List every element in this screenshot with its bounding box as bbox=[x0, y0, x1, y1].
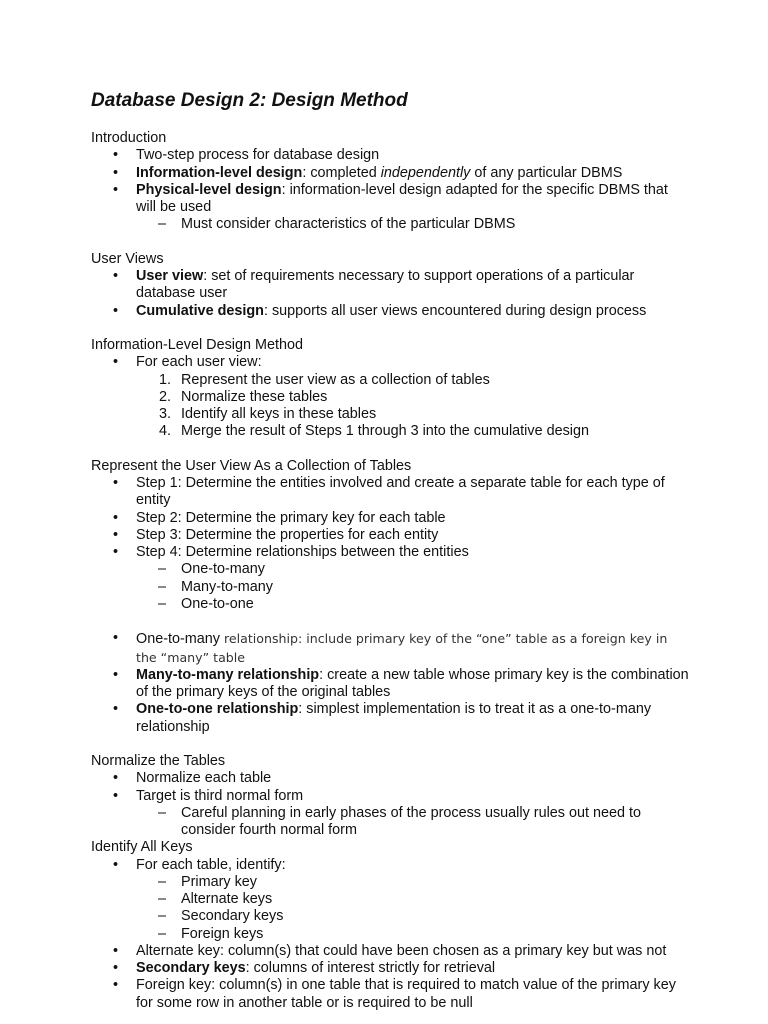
list-item: • Step 4: Determine relationships between the entities – One-to-many – Many-to-many – One-to-one bbox=[91, 544, 691, 613]
section-heading-identify-keys: Identify All Keys bbox=[91, 839, 193, 856]
list-item: • Two-step process for database design bbox=[91, 147, 691, 164]
list-item: • Information-level design: completed independently of any particular DBMS bbox=[91, 165, 691, 182]
sub-list bbox=[136, 216, 691, 233]
list-item: • Step 1: Determine the entities involved and create a separate table for each type of entity bbox=[91, 475, 691, 510]
list-item: • Step 3: Determine the properties for each entity bbox=[91, 527, 691, 544]
list-item: • Foreign key: column(s) in one table that is required to match value of the primary key for some row in another table or is required to be null bbox=[91, 977, 691, 1012]
list-item: • Cumulative design: supports all user views encountered during design process bbox=[91, 303, 691, 320]
normalize-list bbox=[91, 770, 691, 839]
sub-list bbox=[136, 874, 691, 943]
list-item: • Alternate key: column(s) that could have been chosen as a primary key but was not bbox=[91, 943, 691, 960]
step-item: 3. Identify all keys in these tables bbox=[159, 406, 377, 422]
info-method-list bbox=[91, 354, 691, 440]
list-item: • Many-to-many relationship: create a new table whose primary key is the combination of the primary keys of the original tables bbox=[91, 667, 691, 702]
document-title: Database Design 2: Design Method bbox=[91, 90, 408, 111]
list-item: • One-to-one relationship: simplest implementation is to treat it as a one-to-many relationship bbox=[91, 701, 691, 736]
step-item: 2. Normalize these tables bbox=[159, 388, 328, 405]
section-heading-represent-user-view: Represent the User View As a Collection of Tables bbox=[91, 457, 412, 474]
sub-list-item: – Many-to-many bbox=[136, 579, 691, 596]
step-item: 4. Merge the result of Steps 1 through 3 into the cumulative design bbox=[159, 423, 589, 440]
sub-list-item: – Secondary keys bbox=[136, 908, 691, 925]
sub-list-item: – Primary key bbox=[136, 874, 691, 891]
section-heading-introduction: Introduction bbox=[91, 130, 167, 146]
represent-list bbox=[91, 475, 691, 613]
list-item: • One-to-many relationship: include primary key of the “one” table as a foreign key in the “many” table bbox=[91, 630, 691, 667]
step-item: 1. Represent the user view as a collection of tables bbox=[159, 371, 490, 388]
user-views-list bbox=[91, 268, 691, 320]
sub-list-item: – One-to-many bbox=[136, 561, 691, 578]
section-heading-normalize: Normalize the Tables bbox=[91, 753, 226, 769]
introduction-list bbox=[91, 147, 691, 233]
sub-list-item: – Foreign keys bbox=[136, 926, 691, 943]
list-item: • Target is third normal form – Careful planning in early phases of the process usually rules out need to consider fourth normal form bbox=[91, 788, 691, 840]
sub-list bbox=[136, 561, 691, 613]
list-item: • For each table, identify: – Primary key – Alternate keys – Secondary keys – Foreign keys bbox=[91, 857, 691, 943]
list-item: • Step 2: Determine the primary key for each table bbox=[91, 510, 691, 527]
section-heading-user-views: User Views bbox=[91, 250, 164, 267]
sub-list-item: – One-to-one bbox=[136, 596, 691, 613]
list-item: • For each user view: 1. Represent the user view as a collection of tables 2. Normalize these tables 3. Identify all keys in these tables 4. Merge the result of Steps 1 through 3 into the cumulative design bbox=[91, 354, 691, 440]
sub-list bbox=[136, 805, 691, 840]
list-item: • User view: set of requirements necessary to support operations of a particular database user bbox=[91, 268, 691, 303]
document-body bbox=[91, 130, 691, 1012]
sub-list-item: – Must consider characteristics of the particular DBMS bbox=[136, 216, 691, 233]
sub-list-item: – Careful planning in early phases of the process usually rules out need to consider fourth normal form bbox=[136, 805, 691, 840]
relationship-rules-list bbox=[91, 630, 691, 736]
list-item: • Normalize each table bbox=[91, 770, 691, 787]
section-heading-information-level-design-method: Information-Level Design Method bbox=[91, 337, 303, 353]
sub-list-item: – Alternate keys bbox=[136, 891, 691, 908]
list-item: • Secondary keys: columns of interest strictly for retrieval bbox=[91, 960, 691, 977]
keys-list bbox=[91, 857, 691, 1012]
list-item: • Physical-level design: information-level design adapted for the specific DBMS that will be used – Must consider characteristics of the particular DBMS bbox=[91, 182, 691, 234]
numbered-steps bbox=[136, 372, 691, 441]
